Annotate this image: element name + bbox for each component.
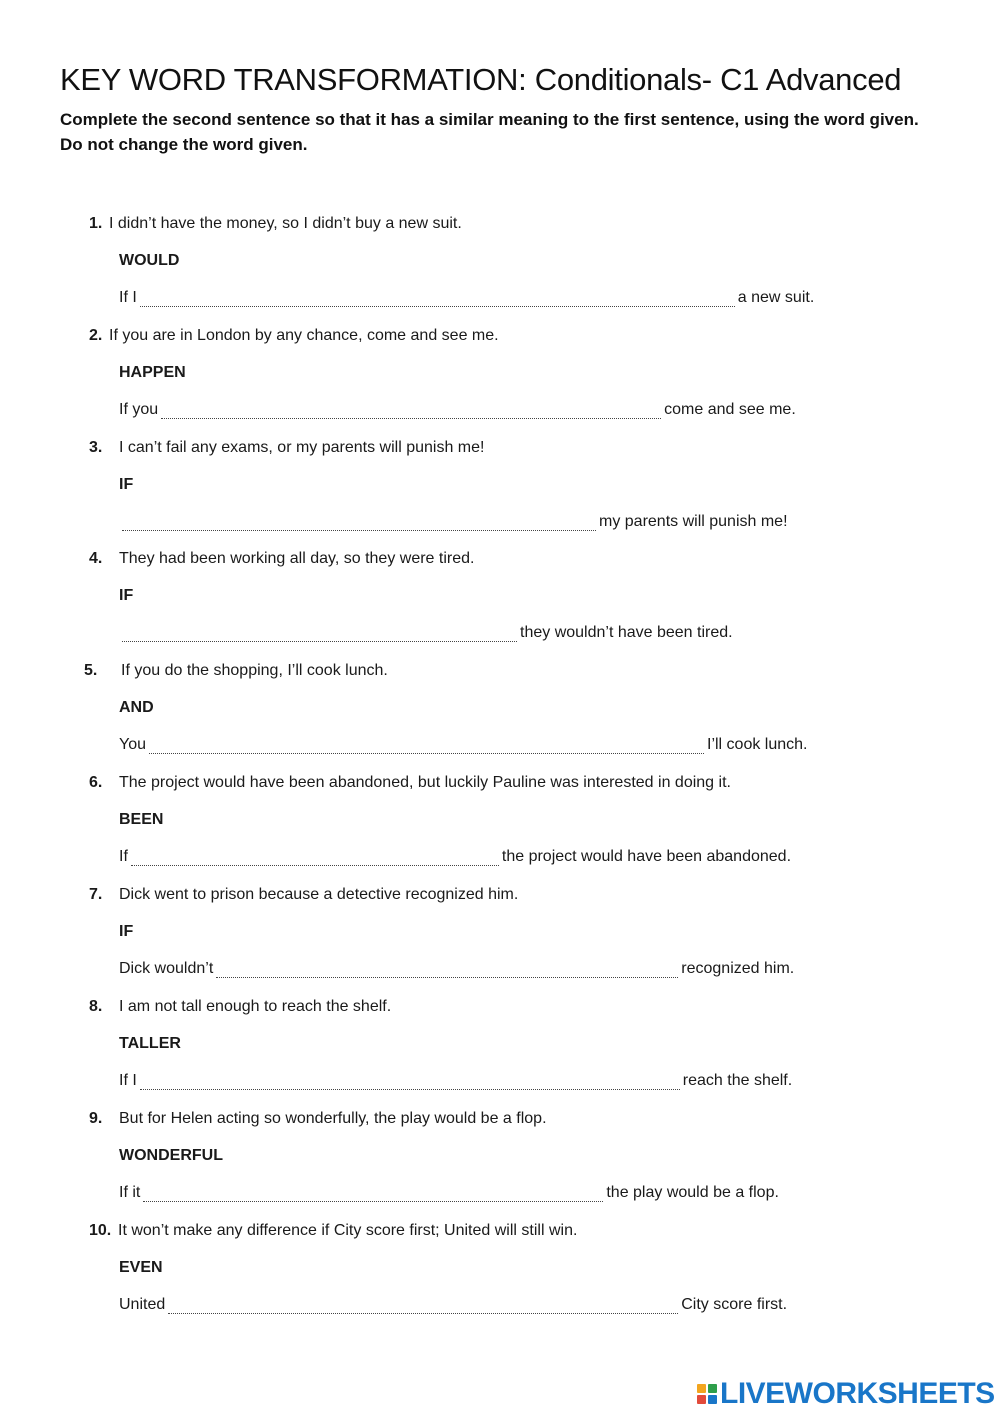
key-word: WOULD bbox=[119, 252, 180, 269]
logo-square-1 bbox=[697, 1384, 706, 1393]
original-sentence: It won’t make any difference if City score first; United will still win. bbox=[118, 1222, 578, 1239]
item-number: 3. bbox=[89, 439, 103, 456]
key-word: IF bbox=[119, 587, 134, 604]
answer-input[interactable] bbox=[143, 1185, 603, 1202]
answer-line bbox=[119, 736, 808, 754]
item-number: 2. bbox=[89, 327, 103, 344]
liveworksheets-logo-text: LIVEWORKSHEETS bbox=[720, 1377, 995, 1410]
answer-line bbox=[119, 960, 794, 978]
original-sentence: I am not tall enough to reach the shelf. bbox=[119, 998, 392, 1015]
key-word: TALLER bbox=[119, 1035, 181, 1052]
item-number: 8. bbox=[89, 998, 103, 1015]
answer-suffix: my parents will punish me! bbox=[599, 513, 788, 530]
item-number: 9. bbox=[89, 1110, 103, 1127]
key-word: WONDERFUL bbox=[119, 1147, 223, 1164]
answer-line bbox=[119, 1296, 787, 1314]
answer-suffix: City score first. bbox=[681, 1296, 788, 1313]
worksheet-title: KEY WORD TRANSFORMATION: Conditionals- C1 Advanced bbox=[60, 62, 902, 97]
answer-prefix: If I bbox=[119, 1072, 137, 1089]
answer-prefix: If I bbox=[119, 289, 137, 306]
item-number: 5. bbox=[84, 662, 98, 679]
liveworksheets-logo-icon bbox=[697, 1384, 717, 1404]
answer-input[interactable] bbox=[140, 1073, 680, 1090]
answer-input[interactable] bbox=[149, 737, 704, 754]
answer-prefix: If bbox=[119, 848, 128, 865]
answer-suffix: come and see me. bbox=[664, 401, 796, 418]
answer-line bbox=[119, 624, 733, 642]
original-sentence: But for Helen acting so wonderfully, the play would be a flop. bbox=[119, 1110, 547, 1127]
answer-input[interactable] bbox=[131, 849, 499, 866]
answer-prefix: You bbox=[119, 736, 146, 753]
original-sentence: I can’t fail any exams, or my parents will punish me! bbox=[119, 439, 485, 456]
logo-square-2 bbox=[708, 1384, 717, 1393]
answer-suffix: a new suit. bbox=[737, 289, 815, 306]
answer-input[interactable] bbox=[122, 514, 596, 531]
answer-line bbox=[119, 513, 788, 531]
answer-line bbox=[119, 1184, 779, 1202]
answer-suffix: the project would have been abandoned. bbox=[501, 848, 792, 865]
answer-suffix: recognized him. bbox=[681, 960, 795, 977]
key-word: HAPPEN bbox=[119, 364, 186, 381]
key-word: IF bbox=[119, 923, 134, 940]
answer-input[interactable] bbox=[168, 1297, 678, 1314]
original-sentence: If you do the shopping, I’ll cook lunch. bbox=[121, 662, 388, 679]
answer-input[interactable] bbox=[216, 961, 678, 978]
logo-square-4 bbox=[708, 1395, 717, 1404]
key-word: BEEN bbox=[119, 811, 164, 828]
answer-suffix: the play would be a flop. bbox=[606, 1184, 779, 1201]
answer-prefix: If you bbox=[119, 401, 159, 418]
answer-input[interactable] bbox=[161, 402, 661, 419]
original-sentence: If you are in London by any chance, come and see me. bbox=[109, 327, 499, 344]
item-number: 6. bbox=[89, 774, 103, 791]
answer-line bbox=[119, 289, 814, 307]
answer-prefix: If it bbox=[119, 1184, 141, 1201]
liveworksheets-logo[interactable] bbox=[697, 1377, 995, 1411]
answer-prefix: United bbox=[119, 1296, 166, 1313]
key-word: EVEN bbox=[119, 1259, 163, 1276]
item-number: 4. bbox=[89, 550, 103, 567]
original-sentence: They had been working all day, so they were tired. bbox=[119, 550, 475, 567]
answer-line bbox=[119, 1072, 792, 1090]
answer-input[interactable] bbox=[140, 290, 735, 307]
item-number: 7. bbox=[89, 886, 103, 903]
original-sentence: I didn’t have the money, so I didn’t buy a new suit. bbox=[109, 215, 462, 232]
item-number: 10. bbox=[89, 1222, 112, 1239]
answer-line bbox=[119, 401, 796, 419]
answer-line bbox=[119, 848, 791, 866]
answer-input[interactable] bbox=[122, 625, 517, 642]
answer-suffix: reach the shelf. bbox=[682, 1072, 793, 1089]
answer-suffix: I’ll cook lunch. bbox=[707, 736, 808, 753]
answer-prefix: Dick wouldn’t bbox=[119, 960, 214, 977]
instructions: Complete the second sentence so that it has a similar meaning to the first sentence, using the word given. Do not change the word given. bbox=[60, 110, 919, 154]
key-word: IF bbox=[119, 476, 134, 493]
logo-square-3 bbox=[697, 1395, 706, 1404]
answer-suffix: they wouldn’t have been tired. bbox=[520, 624, 733, 641]
key-word: AND bbox=[119, 699, 154, 716]
item-number: 1. bbox=[89, 215, 103, 232]
original-sentence: The project would have been abandoned, but luckily Pauline was interested in doing it. bbox=[119, 774, 731, 791]
original-sentence: Dick went to prison because a detective recognized him. bbox=[119, 886, 519, 903]
